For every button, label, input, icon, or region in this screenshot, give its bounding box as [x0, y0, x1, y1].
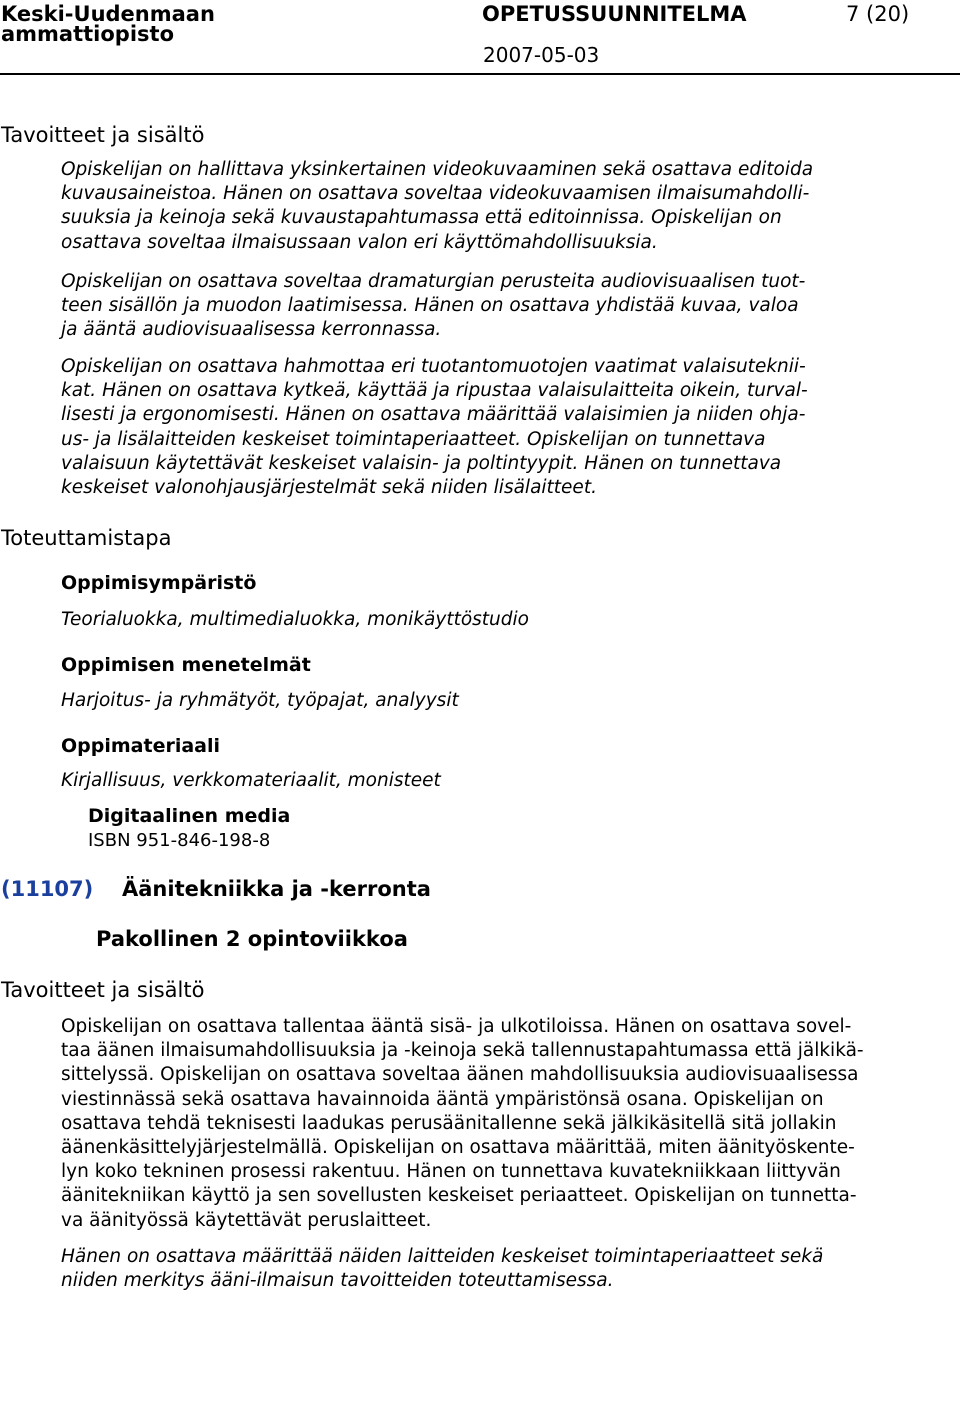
text-line: Opiskelijan on hallittava yksinkertainen videokuvaaminen sekä osattava editoida — [61, 159, 814, 180]
text-line: teen sisällön ja muodon laatimisessa. Hänen on osattava yhdistää kuvaa, valoa — [61, 295, 799, 317]
text-line: ja ääntä audiovisuaalisessa kerronnassa. — [61, 319, 442, 341]
text-line: Opiskelijan on osattava tallentaa ääntä sisä- ja ulkotiloissa. Hänen on osattava sovel- — [61, 1016, 852, 1037]
goals-paragraph-2 — [61, 270, 956, 343]
section-heading-implementation: Toteuttamistapa — [1, 526, 172, 550]
sound-goals-paragraph-1 — [61, 1015, 956, 1233]
text-line: valaisuun käytettävät keskeiset valaisin- ja poltintyypit. Hänen on tunnettava — [61, 452, 782, 474]
goals-paragraph-3 — [61, 355, 956, 500]
course-title: Äänitekniikka ja -kerronta — [122, 877, 431, 901]
text-line: sittelyssä. Opiskelijan on osattava soveltaa äänen mahdollisuuksia audiovisuaalisessa — [61, 1064, 859, 1086]
course-credits: Pakollinen 2 opintoviikkoa — [96, 927, 408, 951]
text-line: viestinnässä sekä osattava havainnoida ääntä ympäristönsä osana. Opiskelijan on — [61, 1088, 824, 1110]
header-organization-line1: Keski-Uudenmaan — [1, 2, 215, 26]
header-date: 2007-05-03 — [483, 43, 600, 67]
text-line: kat. Hänen on osattava kytkeä, käyttää ja ripustaa valaisulaitteita oikein, turval- — [61, 380, 808, 402]
text-line: us- ja lisälaitteiden keskeiset toimintaperiaatteet. Opiskelijan on tunnettava — [61, 428, 766, 450]
text-line: niiden merkitys ääni-ilmaisun tavoitteiden toteuttamisessa. — [61, 1270, 614, 1292]
text-line: osattava soveltaa ilmaisussaan valon eri käyttömahdollisuuksia. — [61, 231, 658, 253]
learning-methods-text: Harjoitus- ja ryhmätyöt, työpajat, analyysit — [61, 690, 459, 711]
text-line: Hänen on osattava määrittää näiden laitteiden keskeiset toimintaperiaatteet sekä — [61, 1246, 824, 1267]
sound-goals-paragraph-2 — [61, 1245, 956, 1293]
text-line: suuksia ja keinoja sekä kuvaustapahtumassa että editoinnissa. Opiskelijan on — [61, 207, 782, 229]
learning-materials-text: Kirjallisuus, verkkomateriaalit, monisteet — [61, 770, 441, 791]
course-code: (11107) — [1, 877, 94, 901]
header-organization-line2: ammattiopisto — [1, 22, 175, 46]
text-line: äänitekniikan käyttö ja sen sovellusten keskeiset periaatteet. Opiskelijan on tunnetta- — [61, 1185, 857, 1207]
header-document-title: OPETUSSUUNNITELMA — [482, 2, 747, 26]
section-heading-goals: Tavoitteet ja sisältö — [1, 123, 205, 147]
text-line: taa äänen ilmaisumahdollisuuksia ja -keinoja sekä tallennustapahtumassa että jälkikä- — [61, 1040, 864, 1062]
isbn-text: ISBN 951-846-198-8 — [88, 830, 271, 851]
text-line: kuvausaineistoa. Hänen on osattava soveltaa videokuvaamisen ilmaisumahdolli- — [61, 183, 810, 205]
subheading-learning-materials: Oppimateriaali — [61, 735, 221, 757]
section-heading-goals-sound: Tavoitteet ja sisältö — [1, 978, 205, 1002]
text-line: lisesti ja ergonomisesti. Hänen on osattava määrittää valaisimien ja niiden ohja- — [61, 404, 806, 426]
goals-paragraph-1 — [61, 158, 956, 255]
learning-environment-text: Teorialuokka, multimedialuokka, monikäyttöstudio — [61, 609, 529, 630]
subheading-learning-environment: Oppimisympäristö — [61, 572, 257, 594]
text-line: Opiskelijan on osattava soveltaa dramaturgian perusteita audiovisuaalisen tuot- — [61, 271, 806, 292]
text-line: lyn koko tekninen prosessi rakentuu. Hänen on tunnettava kuvatekniikkaan liittyvän — [61, 1161, 841, 1183]
text-line: keskeiset valonohjausjärjestelmät sekä niiden lisälaitteet. — [61, 477, 597, 499]
text-line: va äänityössä käytettävät peruslaitteet. — [61, 1209, 432, 1231]
text-line: Opiskelijan on osattava hahmottaa eri tuotantomuotojen vaatimat valaisuteknii- — [61, 356, 806, 377]
text-line: osattava tehdä teknisesti laadukas perusäänitallenne sekä jälkikäsitellä sitä jollakin — [61, 1112, 837, 1134]
header-page-number: 7 (20) — [846, 2, 910, 26]
text-line: äänenkäsittelyjärjestelmällä. Opiskelijan on osattava määrittää, miten äänityöskente- — [61, 1137, 855, 1159]
subheading-digital-media: Digitaalinen media — [88, 805, 291, 827]
header-divider — [0, 73, 960, 75]
subheading-learning-methods: Oppimisen menetelmät — [61, 654, 311, 676]
